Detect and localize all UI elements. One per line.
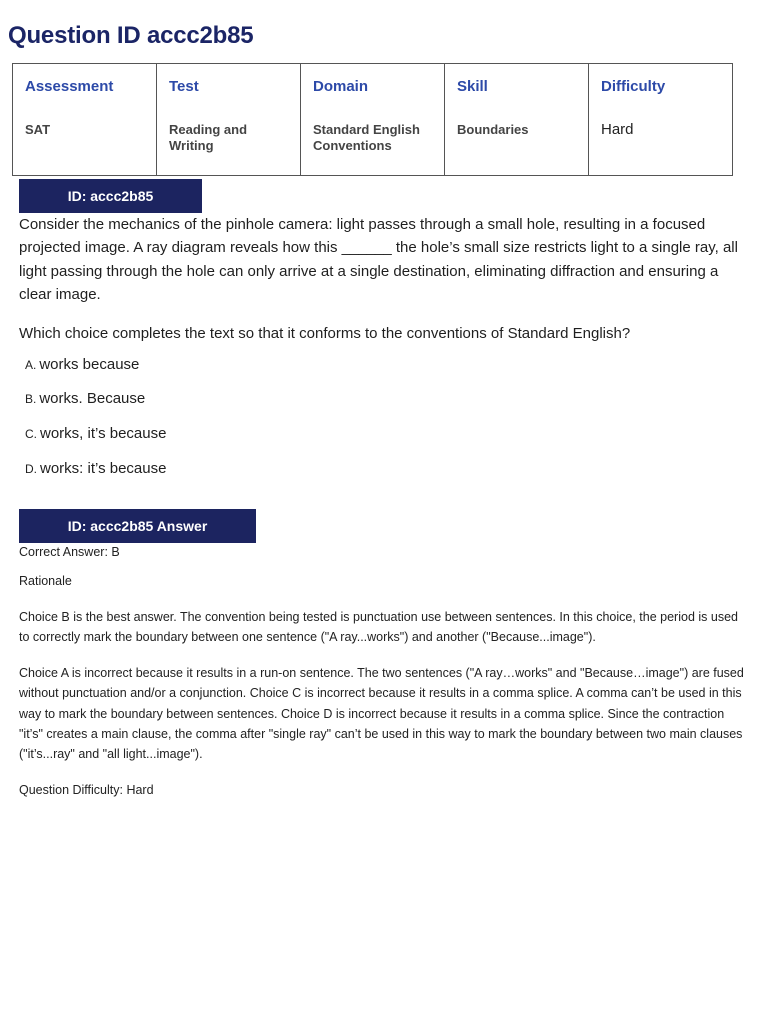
rationale-paragraph: Choice B is the best answer. The convention being tested is punctuation use between sentences. In this choice, the period is used to correctly mark the boundary between one sentence ("A ray...works") and another ("Because...image"). (19, 610, 738, 645)
cell-assessment: SAT (13, 122, 157, 176)
choice-c[interactable] (25, 424, 166, 444)
choice-letter: B. (25, 392, 37, 406)
header-domain: Domain (301, 64, 445, 123)
choice-text: works. Because (39, 390, 146, 407)
correct-answer: Correct Answer: B (19, 545, 120, 559)
rationale-heading: Rationale (19, 574, 72, 588)
choice-text: works because (39, 356, 140, 373)
header-skill: Skill (445, 64, 589, 123)
choice-text: works: it’s because (40, 460, 167, 477)
header-difficulty: Difficulty (589, 64, 733, 123)
question-metadata-table (12, 63, 733, 176)
cell-skill: Boundaries (445, 122, 589, 176)
page-title: Question ID accc2b85 (8, 22, 254, 49)
choice-b[interactable] (25, 389, 145, 409)
cell-test: Reading and Writing (157, 122, 301, 176)
table-row (13, 122, 733, 176)
cell-domain: Standard English Conventions (301, 122, 445, 176)
question-difficulty: Question Difficulty: Hard (19, 783, 154, 797)
choice-text: works, it’s because (40, 425, 167, 442)
choice-letter: A. (25, 358, 37, 372)
header-test: Test (157, 64, 301, 123)
header-assessment: Assessment (13, 64, 157, 123)
answer-id-banner: ID: accc2b85 Answer (19, 509, 256, 543)
table-header-row (13, 64, 733, 123)
choice-a[interactable] (25, 355, 139, 375)
cell-difficulty: Hard (589, 122, 733, 176)
question-id-banner: ID: accc2b85 (19, 179, 202, 213)
question-prompt: Which choice completes the text so that it conforms to the conventions of Standard English? (19, 325, 631, 342)
choice-d[interactable] (25, 459, 166, 479)
choice-letter: D. (25, 462, 37, 476)
rationale-paragraph: Choice A is incorrect because it results in a run-on sentence. The two sentences ("A ray…works" and "Because…image") are fused without punctuation and/or a conjunction. Choice C is incorrect because it results in a comma splice. A comma can’t be used in this way to mark the boundary between sentences. Choice D is incorrect because it results in a comma splice. Since the contraction "it’s" creates a main clause, the comma after "single ray" can’t be used in this way to mark the boundary between two main clauses ("it’s...ray" and "all light...image"). (19, 666, 744, 762)
question-passage: Consider the mechanics of the pinhole camera: light passes through a small hole, resulting in a focused projected image. A ray diagram reveals how this ______ the hole’s small size restricts light to a single ray, all light passing through the hole can only arrive at a single destination, eliminating diffraction and ensuring a clear image. (19, 216, 738, 303)
choice-letter: C. (25, 427, 37, 441)
